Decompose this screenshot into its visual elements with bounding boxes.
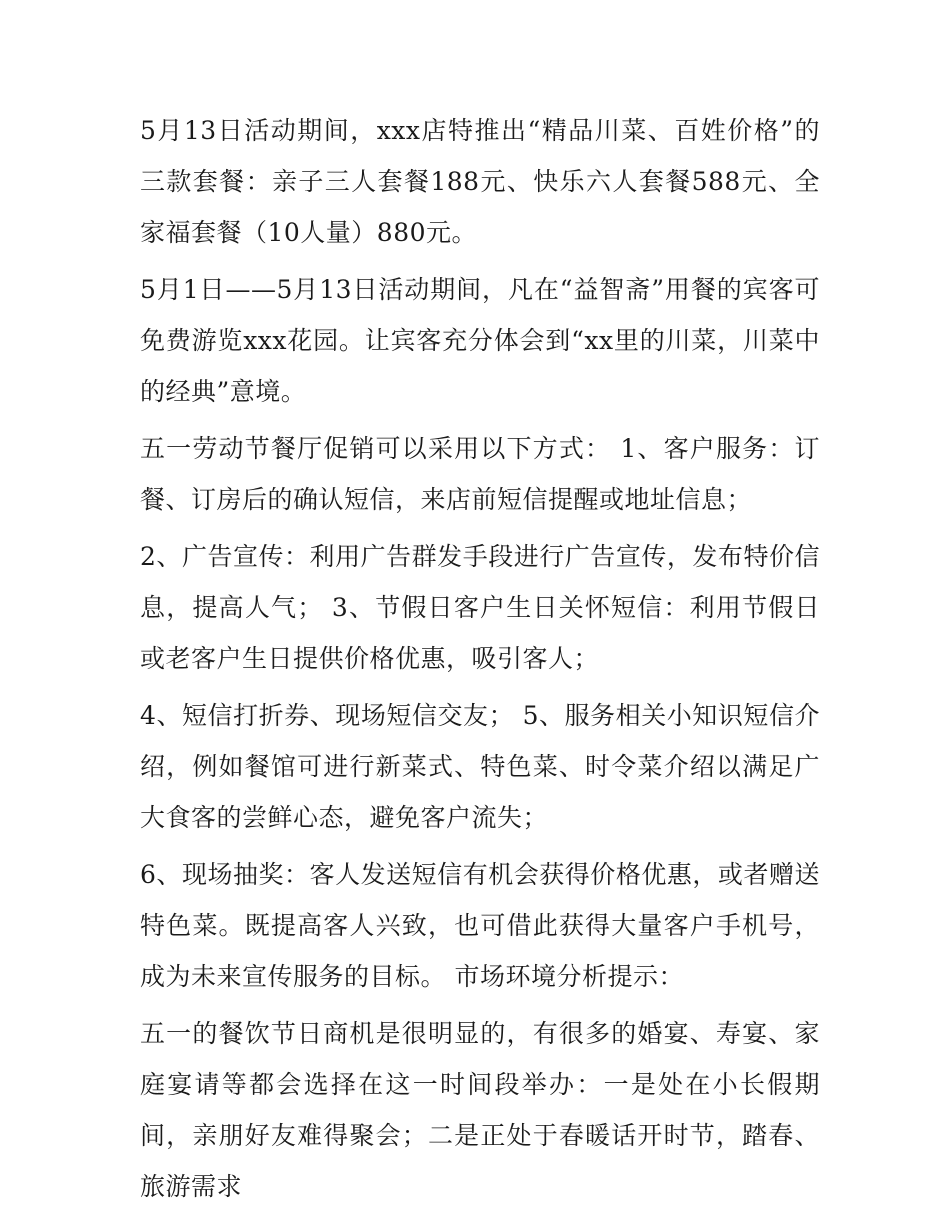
paragraph-advertising: 2、广告宣传：利用广告群发手段进行广告宣传，发布特价信息，提高人气； 3、节假日客户生日关怀短信：利用节假日或老客户生日提供价格优惠，吸引客人； [140, 542, 820, 673]
paragraph-lottery: 6、现场抽奖：客人发送短信有机会获得价格优惠，或者赠送特色菜。既提高客人兴致，也可借此获得大量客户手机号，成为未来宣传服务的目标。 市场环境分析提示： [140, 860, 820, 991]
paragraph-set-meals: 5月13日活动期间，xxx店特推出“精品川菜、百姓价格”的三款套餐：亲子三人套餐188元、快乐六人套餐588元、全家福套餐（10人量）880元。 [140, 116, 820, 247]
paragraph-garden-tour: 5月1日——5月13日活动期间，凡在“益智斋”用餐的宾客可免费游览xxx花园。让宾客充分体会到“xx里的川菜，川菜中的经典”意境。 [140, 275, 820, 406]
paragraph-market-analysis: 五一的餐饮节日商机是很明显的，有很多的婚宴、寿宴、家庭宴请等都会选择在这一时间段举办：一是处在小长假期间，亲朋好友难得聚会；二是正处于春暖话开时节，踏春、旅游需求 [140, 1019, 820, 1201]
document-body [140, 105, 820, 1218]
paragraph-promotion-methods: 五一劳动节餐厅促销可以采用以下方式： 1、客户服务：订餐、订房后的确认短信，来店前短信提醒或地址信息； [140, 434, 820, 514]
paragraph-coupons: 4、短信打折券、现场短信交友； 5、服务相关小知识短信介绍，例如餐馆可进行新菜式、特色菜、时令菜介绍以满足广大食客的尝鲜心态，避免客户流失； [140, 701, 820, 832]
